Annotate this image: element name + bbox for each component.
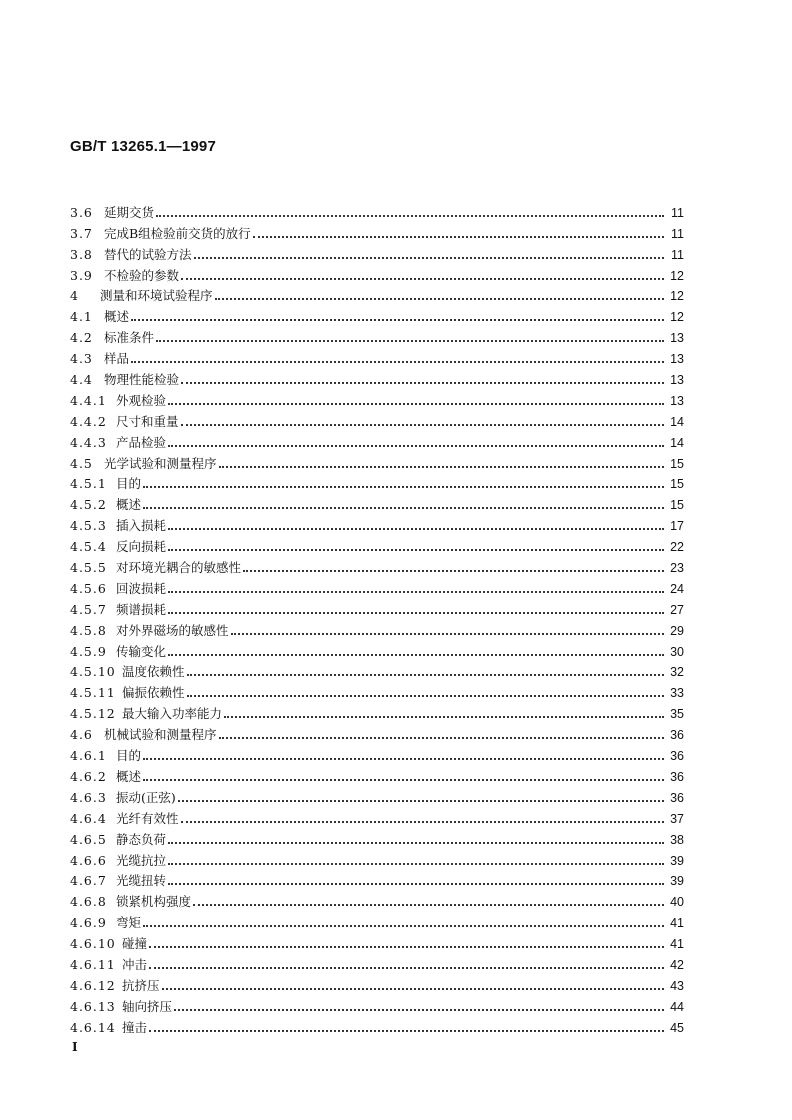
toc-entry-page: 41 [670, 937, 684, 952]
toc-entry[interactable] [70, 575, 684, 596]
dot-leader [174, 1009, 664, 1011]
toc-entry-number: 4.4.2 [70, 413, 107, 429]
toc-entry-number: 4.5.12 [70, 706, 116, 722]
toc-entry-title: 弯矩 [116, 915, 142, 931]
toc-entry[interactable] [70, 303, 684, 324]
toc-entry-page: 43 [670, 978, 684, 993]
toc-entry[interactable] [70, 366, 684, 387]
toc-entry-number: 4.4 [70, 372, 93, 388]
toc-entry-page: 39 [670, 874, 684, 889]
toc-entry-title: 温度依赖性 [122, 664, 185, 680]
toc-entry-title: 冲击 [122, 956, 148, 972]
toc-entry[interactable] [70, 679, 684, 700]
dot-leader [156, 215, 664, 217]
toc-entry-page: 30 [670, 644, 684, 659]
toc-entry[interactable] [70, 659, 684, 680]
dot-leader [149, 1030, 664, 1032]
toc-entry-page: 11 [671, 205, 684, 220]
toc-entry[interactable] [70, 784, 684, 805]
toc-entry-number: 3.8 [70, 246, 93, 262]
toc-entry-title: 静态负荷 [116, 831, 167, 847]
toc-entry[interactable] [70, 408, 684, 429]
dot-leader [187, 674, 664, 676]
toc-entry-number: 4.5.5 [70, 560, 107, 576]
toc-entry[interactable] [70, 972, 684, 993]
toc-entry-title: 最大输入功率能力 [122, 706, 223, 722]
toc-entry-title: 延期交货 [104, 204, 155, 220]
dot-leader [131, 319, 664, 321]
dot-leader [168, 842, 664, 844]
toc-entry-number: 4.5.10 [70, 664, 116, 680]
toc-entry-number: 4.5.2 [70, 497, 107, 513]
toc-entry[interactable] [70, 324, 684, 345]
toc-entry-title: 频谱损耗 [116, 601, 167, 617]
toc-entry-number: 4.5 [70, 455, 93, 471]
dot-leader [215, 298, 664, 300]
toc-entry-number: 4.2 [70, 330, 93, 346]
toc-entry[interactable] [70, 826, 684, 847]
toc-entry-number: 4.6.1 [70, 748, 107, 764]
dot-leader [243, 570, 664, 572]
toc-entry[interactable] [70, 512, 684, 533]
toc-entry[interactable] [70, 262, 684, 283]
toc-entry-title: 概述 [116, 497, 142, 513]
toc-entry-page: 15 [670, 498, 684, 513]
toc-entry[interactable] [70, 345, 684, 366]
dot-leader [131, 361, 664, 363]
toc-entry-title: 传输变化 [116, 643, 167, 659]
toc-entry-page: 39 [670, 853, 684, 868]
toc-entry[interactable] [70, 868, 684, 889]
toc-entry-page: 35 [670, 707, 684, 722]
toc-entry[interactable] [70, 429, 684, 450]
toc-entry-page: 42 [670, 957, 684, 972]
toc-entry-page: 23 [670, 561, 684, 576]
toc-entry-title: 概述 [116, 768, 142, 784]
toc-entry-title: 完成B组检验前交货的放行 [104, 225, 251, 241]
toc-entry[interactable] [70, 700, 684, 721]
toc-entry-page: 27 [670, 602, 684, 617]
toc-entry[interactable] [70, 283, 684, 304]
toc-entry-title: 目的 [116, 476, 142, 492]
toc-entry-title: 插入损耗 [116, 518, 167, 534]
toc-entry-page: 33 [670, 686, 684, 701]
toc-entry-page: 12 [670, 268, 684, 283]
toc-entry-page: 24 [670, 581, 684, 596]
toc-entry-page: 32 [670, 665, 684, 680]
dot-leader [168, 445, 664, 447]
toc-entry-page: 37 [670, 811, 684, 826]
toc-entry-number: 4.6.10 [70, 936, 116, 952]
toc-entry-number: 4.5.7 [70, 601, 107, 617]
toc-entry[interactable] [70, 596, 684, 617]
toc-entry-page: 13 [670, 352, 684, 367]
toc-entry-title: 回波损耗 [116, 580, 167, 596]
toc-entry[interactable] [70, 805, 684, 826]
toc-entry-number: 4.6.13 [70, 998, 116, 1014]
toc-entry-title: 标准条件 [104, 330, 155, 346]
dot-leader [168, 591, 664, 593]
toc-entry-number: 4.6.3 [70, 789, 107, 805]
toc-entry[interactable] [70, 533, 684, 554]
toc-entry-page: 12 [670, 310, 684, 325]
dot-leader [181, 278, 664, 280]
toc-entry-page: 17 [670, 519, 684, 534]
toc-entry-number: 3.7 [70, 225, 93, 241]
toc-entry-number: 4.5.8 [70, 622, 107, 638]
dot-leader [168, 549, 664, 551]
toc-entry-number: 4.1 [70, 309, 93, 325]
toc-entry[interactable] [70, 491, 684, 512]
toc-entry-number: 4.6.2 [70, 768, 107, 784]
toc-entry-page: 13 [670, 331, 684, 346]
dot-leader [219, 737, 664, 739]
dot-leader [168, 654, 664, 656]
toc-entry-page: 36 [670, 790, 684, 805]
dot-leader [143, 758, 664, 760]
toc-entry[interactable] [70, 951, 684, 972]
toc-entry-number: 4.5.1 [70, 476, 107, 492]
toc-entry-title: 样品 [104, 351, 130, 367]
toc-entry-page: 36 [670, 749, 684, 764]
dot-leader [149, 967, 664, 969]
toc-entry-title: 撞击 [122, 1019, 148, 1035]
toc-entry-number: 3.6 [70, 204, 93, 220]
toc-entry[interactable] [70, 199, 684, 220]
dot-leader [168, 612, 664, 614]
toc-entry-number: 4.5.6 [70, 580, 107, 596]
toc-entry-title: 光学试验和测量程序 [104, 455, 217, 471]
toc-entry-number: 4.6.12 [70, 977, 116, 993]
toc-entry-page: 36 [670, 728, 684, 743]
toc-entry-title: 不检验的参数 [104, 267, 180, 283]
dot-leader [143, 925, 664, 927]
toc-entry-page: 22 [670, 540, 684, 555]
toc-entry-number: 4.5.11 [70, 685, 116, 701]
toc-entry[interactable] [70, 638, 684, 659]
toc-entry[interactable] [70, 847, 684, 868]
toc-entry-title: 机械试验和测量程序 [104, 727, 217, 743]
dot-leader [224, 716, 664, 718]
dot-leader [143, 507, 664, 509]
dot-leader [181, 821, 664, 823]
dot-leader [187, 695, 664, 697]
toc-entry[interactable] [70, 450, 684, 471]
toc-entry-page: 14 [670, 414, 684, 429]
toc-entry-number: 4.6.8 [70, 894, 107, 910]
toc-entry-number: 4.6.5 [70, 831, 107, 847]
toc-entry[interactable] [70, 471, 684, 492]
toc-entry-page: 11 [671, 226, 684, 241]
toc-entry-number: 4.6.7 [70, 873, 107, 889]
toc-entry-page: 12 [670, 289, 684, 304]
toc-entry-title: 偏振依赖性 [122, 685, 185, 701]
dot-leader [168, 528, 664, 530]
toc-entry-page: 13 [670, 373, 684, 388]
toc-entry-number: 4.6 [70, 727, 93, 743]
toc-entry[interactable] [70, 888, 684, 909]
toc-entry[interactable] [70, 241, 684, 262]
document-header: GB/T 13265.1—1997 [70, 138, 216, 155]
toc-entry-page: 11 [671, 247, 684, 262]
dot-leader [181, 382, 664, 384]
dot-leader [193, 904, 664, 906]
toc-entry-page: 40 [670, 895, 684, 910]
toc-entry[interactable] [70, 554, 684, 575]
toc-entry[interactable] [70, 387, 684, 408]
toc-entry-title: 概述 [104, 309, 130, 325]
toc-entry[interactable] [70, 742, 684, 763]
toc-entry-title: 测量和环境试验程序 [100, 288, 213, 304]
toc-entry[interactable] [70, 930, 684, 951]
toc-entry-number: 4.5.4 [70, 539, 107, 555]
dot-leader [194, 257, 664, 259]
toc-entry[interactable] [70, 993, 684, 1014]
dot-leader [143, 779, 664, 781]
dot-leader [231, 633, 664, 635]
toc-entry-page: 44 [670, 999, 684, 1014]
toc-entry-page: 29 [670, 623, 684, 638]
dot-leader [168, 863, 664, 865]
toc-entry-title: 反向损耗 [116, 539, 167, 555]
toc-entry-title: 替代的试验方法 [104, 246, 192, 262]
toc-entry-page: 15 [670, 477, 684, 492]
toc-entry-title: 光纤有效性 [116, 810, 179, 826]
dot-leader [219, 466, 664, 468]
toc-entry-page: 45 [670, 1020, 684, 1035]
dot-leader [178, 800, 664, 802]
toc-entry[interactable] [70, 721, 684, 742]
page-number-footer: I [72, 1040, 78, 1054]
toc-entry-number: 4.6.14 [70, 1019, 116, 1035]
toc-entry-title: 物理性能检验 [104, 372, 180, 388]
toc-entry-title: 外观检验 [116, 392, 167, 408]
dot-leader [149, 946, 664, 948]
toc-entry-page: 38 [670, 832, 684, 847]
toc-entry-title: 轴向挤压 [122, 998, 173, 1014]
dot-leader [156, 340, 664, 342]
toc-entry-number: 3.9 [70, 267, 93, 283]
toc-entry-title: 产品检验 [116, 434, 167, 450]
table-of-contents [70, 199, 684, 1035]
toc-entry-number: 4.6.4 [70, 810, 107, 826]
toc-entry-number: 4.6.9 [70, 915, 107, 931]
toc-entry-number: 4.5.3 [70, 518, 107, 534]
toc-entry-title: 碰撞 [122, 936, 148, 952]
toc-entry[interactable] [70, 220, 684, 241]
toc-entry-title: 锁紧机构强度 [116, 894, 192, 910]
toc-entry-number: 4.6.11 [70, 956, 116, 972]
dot-leader [168, 883, 664, 885]
toc-entry-number: 4.4.1 [70, 392, 107, 408]
toc-entry[interactable] [70, 763, 684, 784]
toc-entry-title: 对环境光耦合的敏感性 [116, 560, 242, 576]
toc-entry-page: 41 [670, 916, 684, 931]
toc-entry-number: 4.3 [70, 351, 93, 367]
toc-entry-title: 抗挤压 [122, 977, 160, 993]
toc-entry-title: 光缆抗拉 [116, 852, 167, 868]
toc-entry-number: 4.6.6 [70, 852, 107, 868]
dot-leader [143, 486, 664, 488]
toc-entry-title: 目的 [116, 748, 142, 764]
toc-entry-title: 尺寸和重量 [116, 413, 179, 429]
toc-entry-number: 4.4.3 [70, 434, 107, 450]
toc-entry-title: 光缆扭转 [116, 873, 167, 889]
dot-leader [181, 424, 664, 426]
toc-entry-number: 4.5.9 [70, 643, 107, 659]
toc-entry-page: 14 [670, 435, 684, 450]
toc-entry-title: 对外界磁场的敏感性 [116, 622, 229, 638]
dot-leader [253, 236, 664, 238]
toc-entry[interactable] [70, 909, 684, 930]
toc-entry-title: 振动(正弦) [116, 789, 176, 805]
toc-entry-page: 13 [670, 393, 684, 408]
toc-entry-number: 4 [70, 288, 79, 304]
toc-entry[interactable] [70, 1014, 684, 1035]
toc-entry-page: 36 [670, 769, 684, 784]
dot-leader [168, 403, 664, 405]
toc-entry[interactable] [70, 617, 684, 638]
dot-leader [162, 988, 664, 990]
toc-entry-page: 15 [670, 456, 684, 471]
